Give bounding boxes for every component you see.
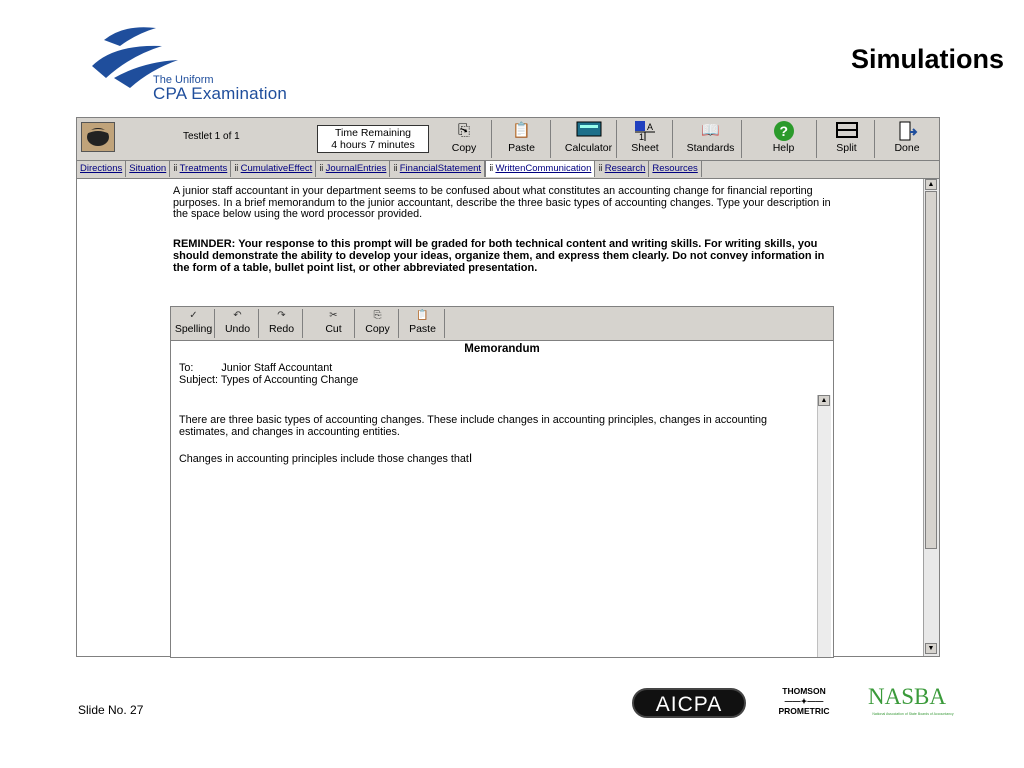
tab-situation[interactable]: Situation xyxy=(126,161,170,177)
memo-title: Memorandum xyxy=(464,343,540,355)
slide-title: Simulations xyxy=(850,44,1004,74)
calculator-icon xyxy=(561,120,616,142)
content-scrollbar[interactable] xyxy=(923,179,939,656)
copy-icon: ⎘ xyxy=(457,122,470,139)
standards-button[interactable]: 📖 Standards xyxy=(680,120,742,158)
exam-window xyxy=(76,117,940,657)
exam-logo-icon xyxy=(81,122,115,152)
spellcheck-icon: ✓ xyxy=(189,310,198,321)
time-remaining xyxy=(317,125,429,153)
memo-to-value: Junior Staff Accountant xyxy=(221,362,333,374)
tab-financial-statement[interactable]: ⅱ FinancialStatement xyxy=(390,161,485,177)
paste-button[interactable]: 📋 Paste xyxy=(493,120,551,158)
calculator-button[interactable]: Calculator xyxy=(561,120,617,158)
content-pane xyxy=(77,179,923,656)
svg-text:A: A xyxy=(647,122,654,132)
spelling-button[interactable]: ✓ Spelling xyxy=(173,309,215,338)
thomson-prometric-logo: THOMSON ——✦—— PROMETRIC xyxy=(766,686,842,717)
star-divider-icon: ——✦—— xyxy=(784,697,824,706)
time-remaining-value: 4 hours 7 minutes xyxy=(331,139,415,151)
scissors-icon: ✂ xyxy=(329,310,338,321)
text-cursor-icon: Ι xyxy=(468,451,473,465)
tab-research[interactable]: ⅱ Research xyxy=(595,161,649,177)
cpa-logo-line1: The Uniform xyxy=(153,74,214,86)
instructions-text: A junior staff accountant in your department seems to be confused about what constitutes an accounting change for financial reporting purposes. In a brief memorandum to the junior accountant, describe the three basic types of accounting changes. Type your description in the space below using the word processor provided. xyxy=(173,185,831,220)
tab-directions[interactable]: Directions xyxy=(77,161,126,177)
exit-door-icon xyxy=(877,120,937,142)
scroll-thumb[interactable] xyxy=(925,191,937,549)
scroll-down-icon[interactable]: ▼ xyxy=(925,643,937,654)
memo-subject-line[interactable]: Subject: Types of Accounting Change xyxy=(179,374,359,386)
reminder-text: REMINDER: Your response to this prompt will be graded for both technical content and writing skills. For writing skills, you should demonstrate the ability to develop your ideas, organize them, and express them clearly. Do not convey information in the form of a table, bullet point list, or other abbreviated presentation. xyxy=(173,238,825,274)
nasba-logo: NASBA xyxy=(868,684,946,709)
slide-number: Slide No. 27 xyxy=(78,703,144,717)
help-button[interactable]: ? Help xyxy=(751,120,817,158)
book-icon: 📖 xyxy=(701,122,720,139)
svg-text:?: ? xyxy=(779,123,788,139)
time-remaining-label: Time Remaining xyxy=(334,127,412,139)
tab-cumulative-effect[interactable]: ⅱ CumulativeEffect xyxy=(231,161,316,177)
memo-paragraph-2[interactable]: Changes in accounting principles include those changes thatΙ xyxy=(179,451,473,465)
undo-button[interactable]: ↶ Undo xyxy=(217,309,259,338)
section-tabs xyxy=(77,161,939,179)
sheet-icon xyxy=(618,120,672,142)
testlet-indicator: Testlet 1 of 1 xyxy=(183,131,240,142)
paste-icon: 📋 xyxy=(416,310,429,321)
aicpa-logo: AICPA xyxy=(632,688,746,718)
pencil-icon: ⅱ xyxy=(393,163,398,174)
redo-icon: ↷ xyxy=(277,310,286,321)
pencil-icon: ⅱ xyxy=(234,163,239,174)
tab-resources[interactable]: Resources xyxy=(649,161,701,177)
editor-scroll-up-icon[interactable]: ▲ xyxy=(818,395,830,406)
svg-text:1: 1 xyxy=(639,132,645,142)
split-button[interactable]: Split xyxy=(819,120,875,158)
copy-button[interactable]: ⎘ Copy xyxy=(437,120,492,158)
exam-toolbar xyxy=(77,118,939,161)
copy-icon: ⎘ xyxy=(373,310,382,321)
editor-copy-button[interactable]: ⎘ Copy xyxy=(357,309,399,338)
help-icon xyxy=(751,120,816,142)
undo-icon: ↶ xyxy=(233,310,242,321)
done-button[interactable]: Done xyxy=(877,120,937,158)
tab-journal-entries[interactable]: ⅱ JournalEntries xyxy=(316,161,390,177)
scroll-up-icon[interactable]: ▲ xyxy=(925,179,937,190)
sheet-button[interactable]: A 1 Sheet xyxy=(618,120,673,158)
memo-to-line[interactable] xyxy=(179,362,332,374)
cpa-logo-line2: CPA Examination xyxy=(153,84,288,103)
editor-scrollbar[interactable] xyxy=(817,395,831,657)
memo-paragraph-1[interactable]: There are three basic types of accounting changes. These include changes in accounting principles, changes in accounting estimates, and changes in accounting entities. xyxy=(179,414,768,438)
pencil-icon: ⅱ xyxy=(489,163,494,174)
pencil-icon: ⅱ xyxy=(173,163,178,174)
redo-button[interactable]: ↷ Redo xyxy=(261,309,303,338)
editor-paste-button[interactable]: 📋 Paste xyxy=(401,309,445,338)
word-processor xyxy=(170,306,834,658)
editor-toolbar xyxy=(171,307,833,341)
tab-treatments[interactable]: ⅱ Treatments xyxy=(170,161,231,177)
tab-written-communication[interactable]: ⅱ WrittenCommunication xyxy=(485,161,595,177)
paste-icon: 📋 xyxy=(512,122,531,139)
cut-button[interactable]: ✂ Cut xyxy=(313,309,355,338)
pencil-icon: ⅱ xyxy=(319,163,324,174)
nasba-tagline: National Association of State Boards of Accountancy xyxy=(872,712,954,716)
pencil-icon: ⅱ xyxy=(598,163,603,174)
memo-to-label: To: xyxy=(179,362,194,374)
split-icon xyxy=(819,120,874,142)
